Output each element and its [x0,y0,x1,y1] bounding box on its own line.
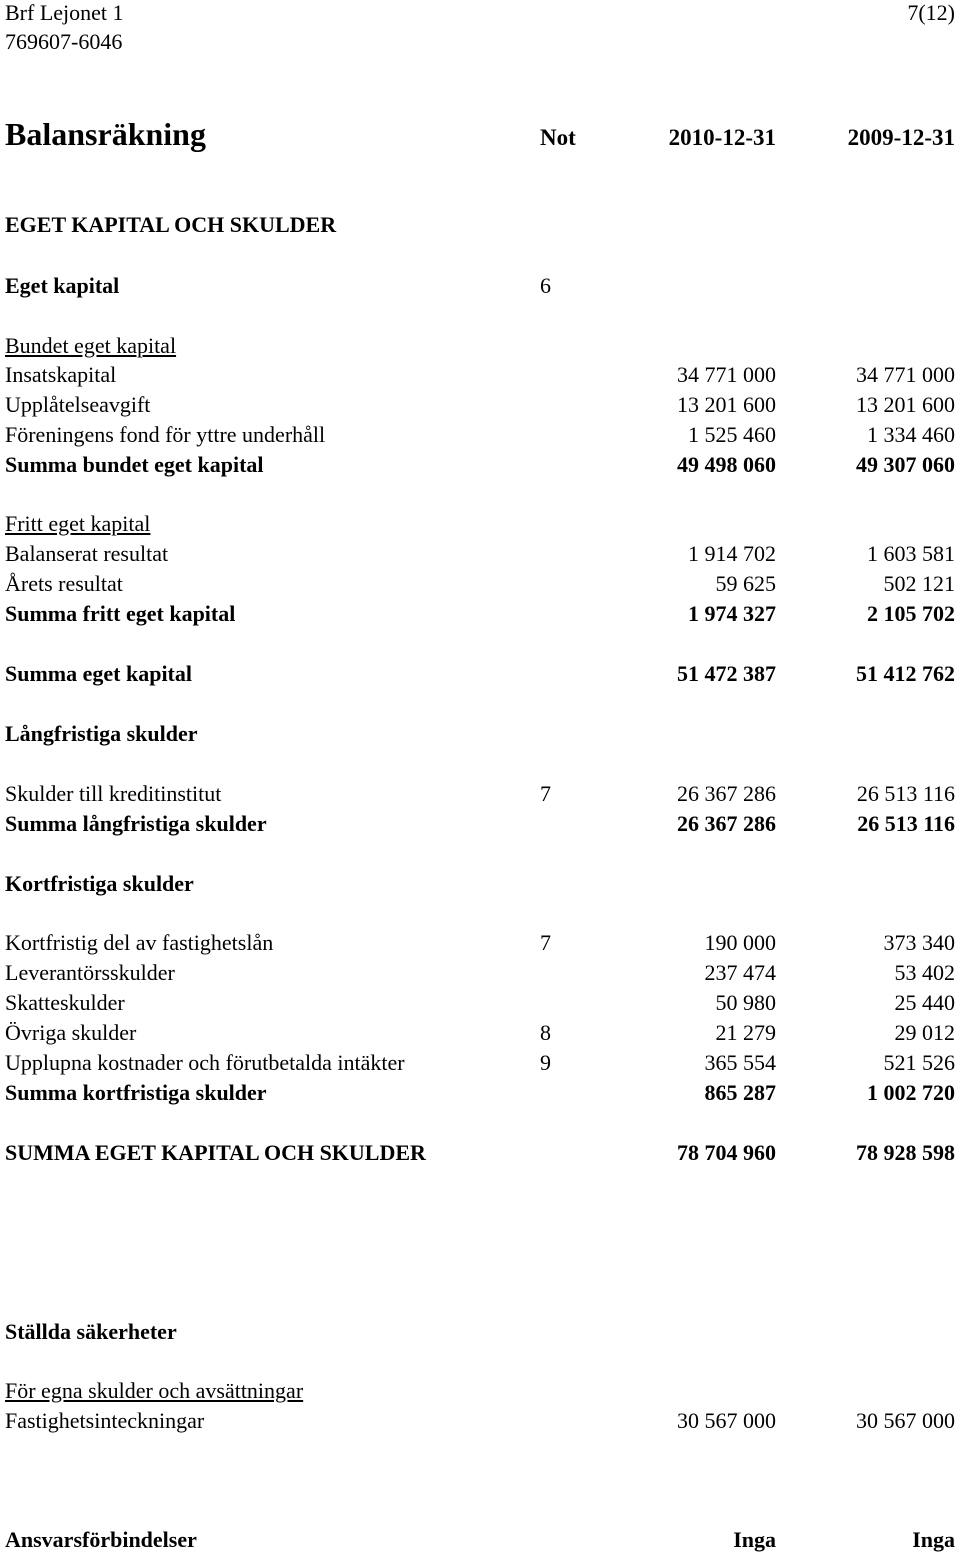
row-value-prior: 51 412 762 [856,661,955,686]
row-value-current: 237 474 [704,960,776,985]
row-label: Kortfristiga skulder [5,871,194,896]
row-value-prior: 1 334 460 [867,422,955,447]
table-row [0,661,960,687]
row-label: Bundet eget kapital [5,333,177,358]
row-note: 6 [540,273,551,298]
table-row [0,1140,960,1166]
row-label: Summa fritt eget kapital [5,601,236,626]
row-label: Eget kapital [5,273,120,298]
row-label: Fritt eget kapital [5,511,151,536]
row-label: Upplåtelseavgift [5,392,151,417]
table-row [0,1527,960,1553]
row-value-prior: 1 002 720 [867,1080,955,1105]
row-label: SUMMA EGET KAPITAL OCH SKULDER [5,1140,426,1165]
row-value-current: Inga [733,1527,776,1552]
table-row [0,273,960,299]
row-label: Balanserat resultat [5,541,169,566]
row-value-prior: 373 340 [883,930,955,955]
table-row [0,811,960,837]
table-row [0,452,960,478]
row-label: EGET KAPITAL OCH SKULDER [5,212,337,237]
column-header-prior: 2009-12-31 [847,125,955,150]
row-label: Skulder till kreditinstitut [5,781,222,806]
row-value-current: 1 974 327 [688,601,776,626]
row-value-current: 59 625 [715,571,776,596]
row-label: Kortfristig del av fastighetslån [5,930,274,955]
row-label: Årets resultat [5,571,123,596]
row-label: Skatteskulder [5,990,125,1015]
row-label: Upplupna kostnader och förutbetalda intäkter [5,1050,405,1075]
column-header-current: 2010-12-31 [668,125,776,150]
row-label: Långfristiga skulder [5,721,198,746]
table-row [0,511,960,537]
row-value-prior: 13 201 600 [856,392,955,417]
row-label: Summa långfristiga skulder [5,811,267,836]
table-row [0,930,960,956]
row-value-prior: 1 603 581 [867,541,955,566]
row-value-current: 51 472 387 [677,661,776,686]
row-value-current: 1 914 702 [688,541,776,566]
row-value-current: 26 367 286 [677,781,776,806]
table-row [0,541,960,567]
row-value-current: 13 201 600 [677,392,776,417]
table-row [0,1050,960,1076]
org-number: 769607-6046 [5,29,123,54]
row-value-current: 49 498 060 [677,452,776,477]
row-value-current: 50 980 [715,990,776,1015]
row-label: Insatskapital [5,362,117,387]
row-label: Ställda säkerheter [5,1319,177,1344]
row-label: Föreningens fond för yttre underhåll [5,422,326,447]
row-value-prior: 49 307 060 [856,452,955,477]
row-label: Summa eget kapital [5,661,192,686]
row-value-current: 21 279 [715,1020,776,1045]
row-label: Ansvarsförbindelser [5,1527,197,1552]
row-value-current: 190 000 [704,930,776,955]
row-value-prior: 78 928 598 [856,1140,955,1165]
row-note: 7 [540,781,551,806]
table-row [0,721,960,747]
table-row [0,990,960,1016]
row-value-prior: Inga [912,1527,955,1552]
table-row [0,362,960,388]
row-note: 8 [540,1020,551,1045]
row-value-prior: 502 121 [883,571,955,596]
table-row [0,422,960,448]
row-label: Summa kortfristiga skulder [5,1080,267,1105]
row-value-prior: 521 526 [883,1050,955,1075]
table-row [0,1020,960,1046]
table-row [0,1378,960,1404]
row-value-prior: 30 567 000 [856,1408,955,1433]
row-note: 7 [540,930,551,955]
page-title: Balansräkning [5,116,206,152]
table-row [0,601,960,627]
row-label: Fastighetsinteckningar [5,1408,205,1433]
row-value-prior: 53 402 [894,960,955,985]
row-label: Leverantörsskulder [5,960,175,985]
row-value-prior: 26 513 116 [857,811,955,836]
row-value-prior: 26 513 116 [856,781,955,806]
page-number: 7(12) [907,0,955,25]
row-value-current: 30 567 000 [677,1408,776,1433]
table-row [0,571,960,597]
table-row [0,392,960,418]
row-label: För egna skulder och avsättningar [5,1378,304,1403]
row-value-current: 34 771 000 [677,362,776,387]
table-row [0,333,960,359]
table-row [0,212,960,238]
row-value-current: 78 704 960 [677,1140,776,1165]
table-row [0,1319,960,1345]
row-value-current: 26 367 286 [677,811,776,836]
row-value-prior: 2 105 702 [867,601,955,626]
row-value-current: 1 525 460 [688,422,776,447]
row-value-current: 365 554 [704,1050,776,1075]
table-row [0,1080,960,1106]
org-name: Brf Lejonet 1 [5,0,124,25]
table-row [0,960,960,986]
row-note: 9 [540,1050,551,1075]
table-row [0,1408,960,1434]
row-value-current: 865 287 [704,1080,776,1105]
row-value-prior: 34 771 000 [856,362,955,387]
column-header-note: Not [540,125,576,150]
table-row [0,781,960,807]
row-value-prior: 29 012 [894,1020,955,1045]
row-label: Övriga skulder [5,1020,137,1045]
row-value-prior: 25 440 [894,990,955,1015]
row-label: Summa bundet eget kapital [5,452,264,477]
table-row [0,871,960,897]
